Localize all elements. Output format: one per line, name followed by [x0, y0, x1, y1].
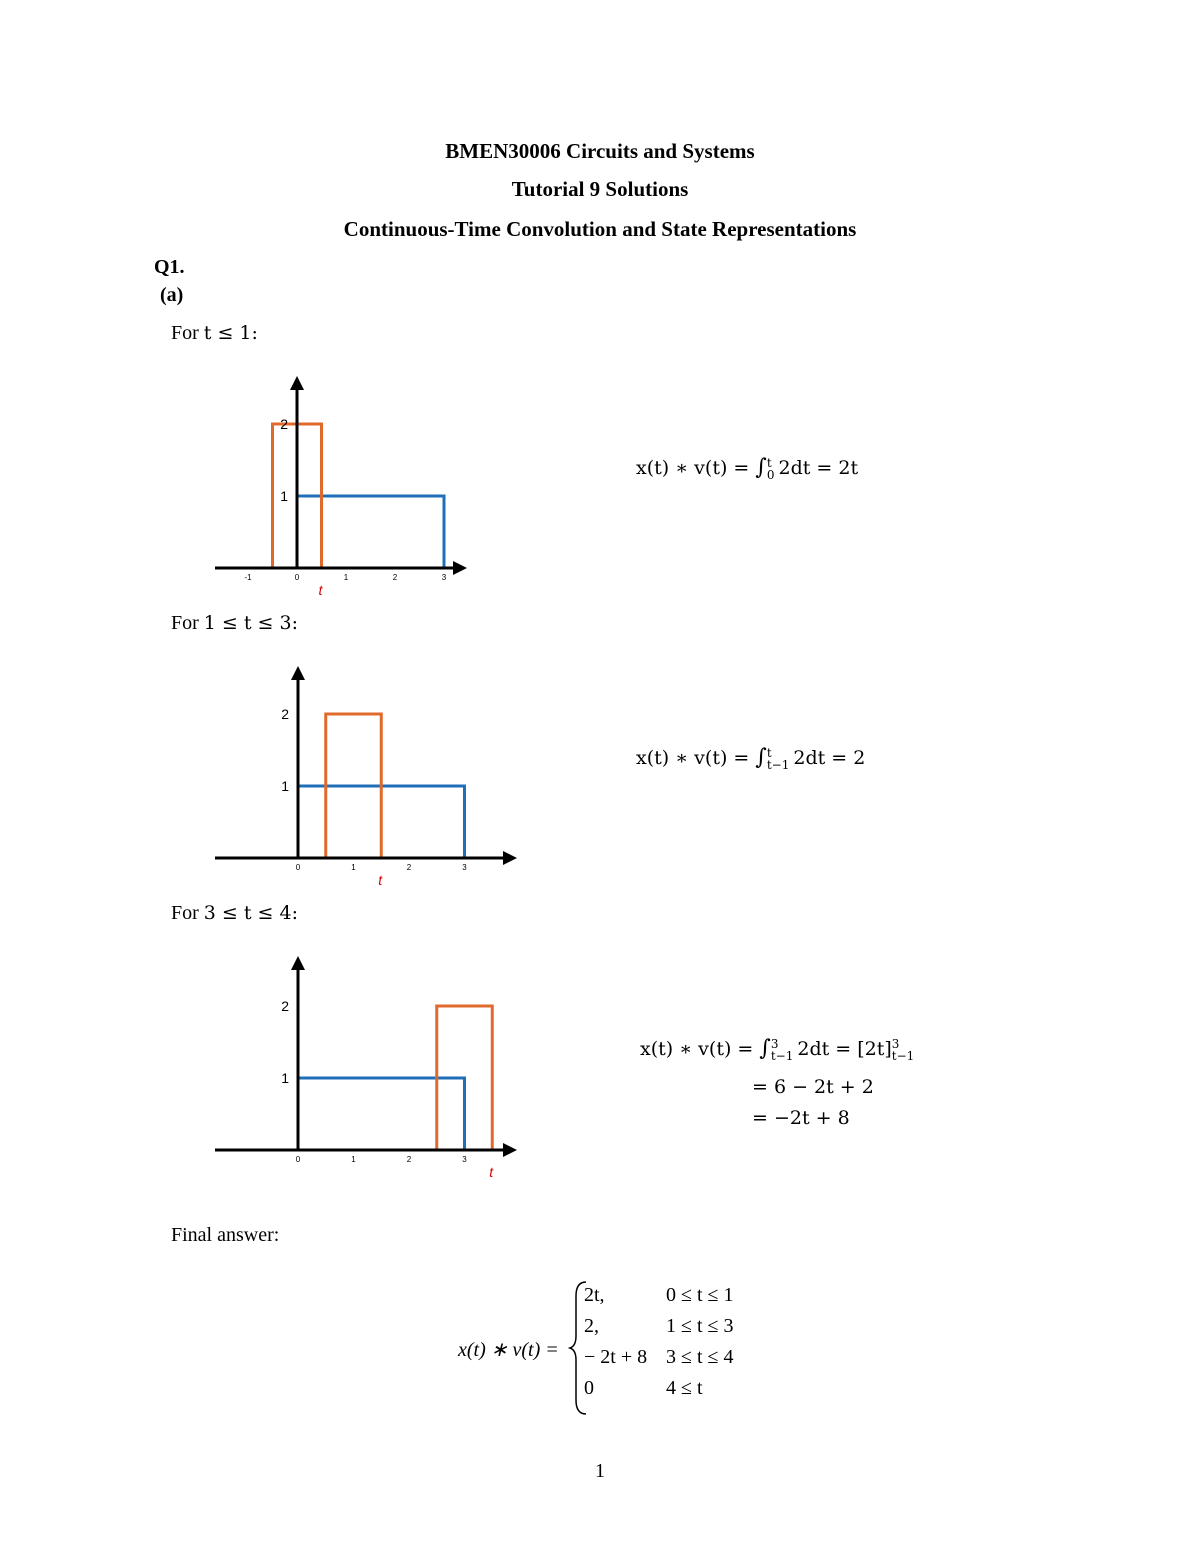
piecewise-expr: 2t, — [584, 1284, 605, 1306]
x-tick-label: 2 — [406, 863, 412, 872]
case2-condition: For 1 ≤ t ≤ 3: — [171, 612, 299, 634]
case3-equation-line1: x(t) ∗ v(t) = ∫ 3 t−1 2dt = [2t] 3 t−1 — [640, 1036, 915, 1063]
piecewise-row — [584, 1342, 734, 1373]
y-tick-label: 2 — [281, 706, 289, 722]
t-label: t — [378, 872, 383, 888]
y-axis-arrow — [291, 666, 305, 680]
case2-equation: x(t) ∗ v(t) = ∫ t t−1 2dt = 2 — [636, 745, 866, 772]
y-tick-label: 1 — [280, 488, 288, 504]
piecewise-expr: 2, — [584, 1315, 599, 1337]
piecewise-expr: − 2t + 8 — [584, 1346, 648, 1368]
y-axis-arrow — [290, 376, 304, 390]
piecewise-range: 1 ≤ t ≤ 3 — [666, 1315, 734, 1337]
x-tick-label: 3 — [462, 863, 467, 872]
x-tick-label: 1 — [343, 573, 349, 582]
t-label: t — [318, 582, 323, 598]
y-axis-arrow — [291, 956, 305, 970]
x-tick-label: 0 — [294, 573, 300, 582]
x-tick-label: 1 — [351, 1155, 356, 1164]
x-tick-label: 3 — [441, 573, 447, 582]
course-title: BMEN30006 Circuits and Systems — [445, 139, 755, 163]
x-axis-arrow — [503, 851, 517, 865]
tutorial-title: Tutorial 9 Solutions — [511, 177, 689, 201]
case1-equation: x(t) ∗ v(t) = ∫ t 0 2dt = 2t — [636, 455, 859, 482]
question-part: (a) — [160, 284, 184, 306]
x-tick-label: 2 — [392, 573, 398, 582]
x-axis-arrow — [503, 1143, 517, 1157]
piecewise-table — [584, 1280, 734, 1404]
y-tick-label: 1 — [281, 1070, 289, 1086]
x-tick-label: 0 — [295, 1155, 301, 1164]
blue-rect-signal — [297, 496, 444, 568]
blue-rect-signal — [298, 1078, 465, 1150]
topic-title: Continuous-Time Convolution and State Representations — [343, 217, 857, 241]
x-tick-label: 3 — [462, 1155, 467, 1164]
piecewise-range: 3 ≤ t ≤ 4 — [666, 1346, 734, 1368]
piecewise-row — [584, 1311, 734, 1342]
final-lhs: x(t) ∗ v(t) = — [458, 1339, 559, 1361]
x-tick-label: -1 — [244, 573, 252, 582]
case3-equation-line2: = 6 − 2t + 2 — [752, 1076, 874, 1098]
case3-plot — [205, 950, 535, 1185]
case3-condition: For 3 ≤ t ≤ 4: — [171, 902, 299, 924]
page-number: 1 — [595, 1460, 605, 1482]
y-tick-label: 2 — [281, 998, 289, 1014]
t-label: t — [489, 1164, 494, 1180]
x-tick-label: 2 — [406, 1155, 412, 1164]
piecewise-expr: 0 — [584, 1377, 594, 1399]
case1-condition: For t ≤ 1: — [171, 322, 258, 344]
final-answer-label: Final answer: — [171, 1224, 280, 1246]
case2-plot — [205, 660, 535, 895]
case1-plot — [205, 370, 485, 610]
piecewise-row — [584, 1280, 734, 1311]
question-number: Q1. — [154, 256, 185, 278]
x-tick-label: 1 — [351, 863, 356, 872]
piecewise-range: 4 ≤ t — [666, 1377, 703, 1399]
piecewise-row — [584, 1373, 734, 1404]
case3-equation-line3: = −2t + 8 — [752, 1107, 850, 1129]
x-tick-label: 0 — [295, 863, 301, 872]
y-tick-label: 1 — [281, 778, 289, 794]
piecewise-range: 0 ≤ t ≤ 1 — [666, 1284, 734, 1306]
y-tick-label: 2 — [280, 416, 288, 432]
x-axis-arrow — [453, 561, 467, 575]
